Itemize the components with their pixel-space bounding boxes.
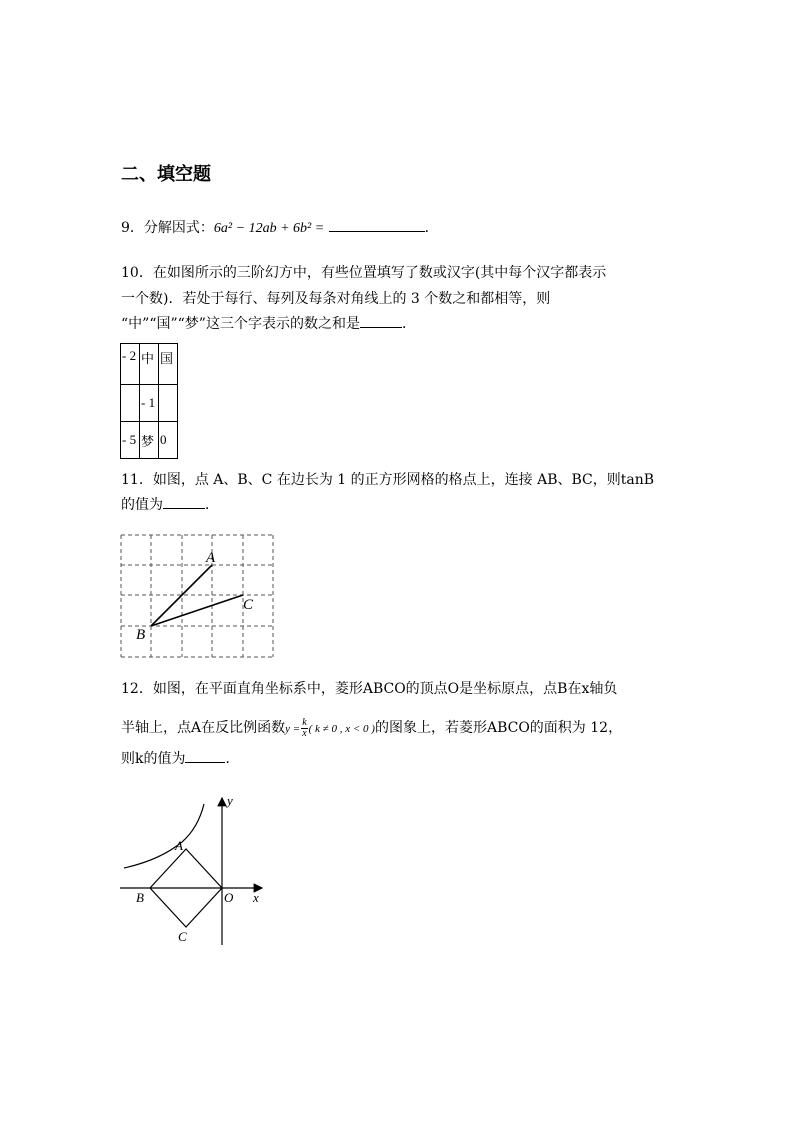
magic-square-row — [121, 344, 178, 385]
segment-bc — [151, 595, 243, 626]
magic-square-cell: 国 — [159, 344, 178, 385]
section-title: 二、填空题 — [121, 164, 211, 185]
magic-square-row — [121, 385, 178, 422]
magic-square-row — [121, 422, 178, 459]
question-10-line-1 — [121, 263, 606, 283]
magic-square-cell: - 1 — [140, 385, 159, 422]
q9-lead: 分解因式： — [143, 220, 214, 236]
question-12-line-2 — [121, 715, 622, 742]
point-b-label: B — [136, 890, 144, 905]
point-a-label: A — [206, 550, 216, 566]
point-c-label: C — [243, 597, 254, 613]
q12-text-2b: 的图象上，若菱形ABCO的面积为 12， — [374, 720, 623, 736]
magic-square-cell: 中 — [140, 344, 159, 385]
q10-end: ． — [401, 316, 416, 332]
q11-end: ． — [205, 497, 219, 513]
x-axis-label: x — [253, 890, 259, 905]
q9-answer-blank[interactable] — [329, 217, 425, 232]
q12-text-1: 如图，在平面直角坐标系中，菱形ABCO的顶点O是坐标原点，点B在x轴负 — [152, 681, 618, 697]
q12-text-2a: 半轴上，点A在反比例函数 — [121, 720, 286, 736]
grid-figure — [116, 530, 278, 662]
origin-label: O — [224, 890, 234, 905]
question-10-line-2: 一个数)．若处于每行、每列及每条对角线上的 3 个数之和都相等，则 — [121, 291, 551, 307]
coordinate-figure — [112, 790, 272, 950]
q10-text-3: “中”“国”“梦”这三个字表示的数之和是 — [121, 316, 360, 332]
magic-square-cell — [159, 385, 178, 422]
magic-square-cell: - 2 — [121, 344, 140, 385]
point-b-label: B — [136, 627, 146, 643]
q10-number: 10． — [121, 265, 153, 281]
q12-func-condition: ( k ≠ 0 , x < 0 ) — [308, 723, 375, 735]
question-9 — [121, 217, 439, 239]
question-12-line-1 — [121, 679, 617, 699]
q9-number: 9． — [121, 220, 144, 236]
q12-func-denominator: x — [302, 727, 307, 739]
magic-square-cell: 梦 — [140, 422, 159, 459]
q9-expression: 6a² − 12ab + 6b² = — [213, 221, 325, 236]
q11-answer-blank[interactable] — [163, 494, 205, 509]
q11-text-2: 的值为 — [121, 497, 163, 513]
segment-ab — [151, 565, 212, 626]
question-12-line-3 — [121, 748, 239, 769]
q11-text-1: 如图，点 A、B、C 在边长为 1 的正方形网格的格点上，连接 AB、BC，则tanB — [152, 472, 655, 488]
hyperbola-curve — [124, 804, 204, 868]
question-10-line-3 — [121, 313, 416, 334]
q12-text-3: 则k的值为 — [121, 751, 186, 767]
q10-text-1: 在如图所示的三阶幻方中，有些位置填写了数或汉字(其中每个汉字都表示 — [152, 265, 607, 281]
question-11-line-2 — [121, 494, 219, 515]
magic-square-cell — [121, 385, 140, 422]
q11-number: 11． — [121, 472, 153, 488]
y-axis-label: y — [227, 793, 233, 808]
q12-func-numerator: k — [302, 716, 307, 728]
point-c-label: C — [178, 929, 187, 944]
point-a-label: A — [175, 838, 183, 853]
magic-square-cell: - 5 — [121, 422, 140, 459]
q12-end: ． — [225, 751, 240, 767]
q12-func-y: y = — [285, 723, 301, 735]
q12-answer-blank[interactable] — [185, 748, 225, 763]
question-11-line-1 — [121, 470, 654, 490]
magic-square-table — [120, 343, 178, 459]
q10-answer-blank[interactable] — [360, 313, 402, 328]
q9-end: ． — [424, 220, 439, 236]
q12-number: 12． — [121, 681, 153, 697]
magic-square-cell: 0 — [159, 422, 178, 459]
